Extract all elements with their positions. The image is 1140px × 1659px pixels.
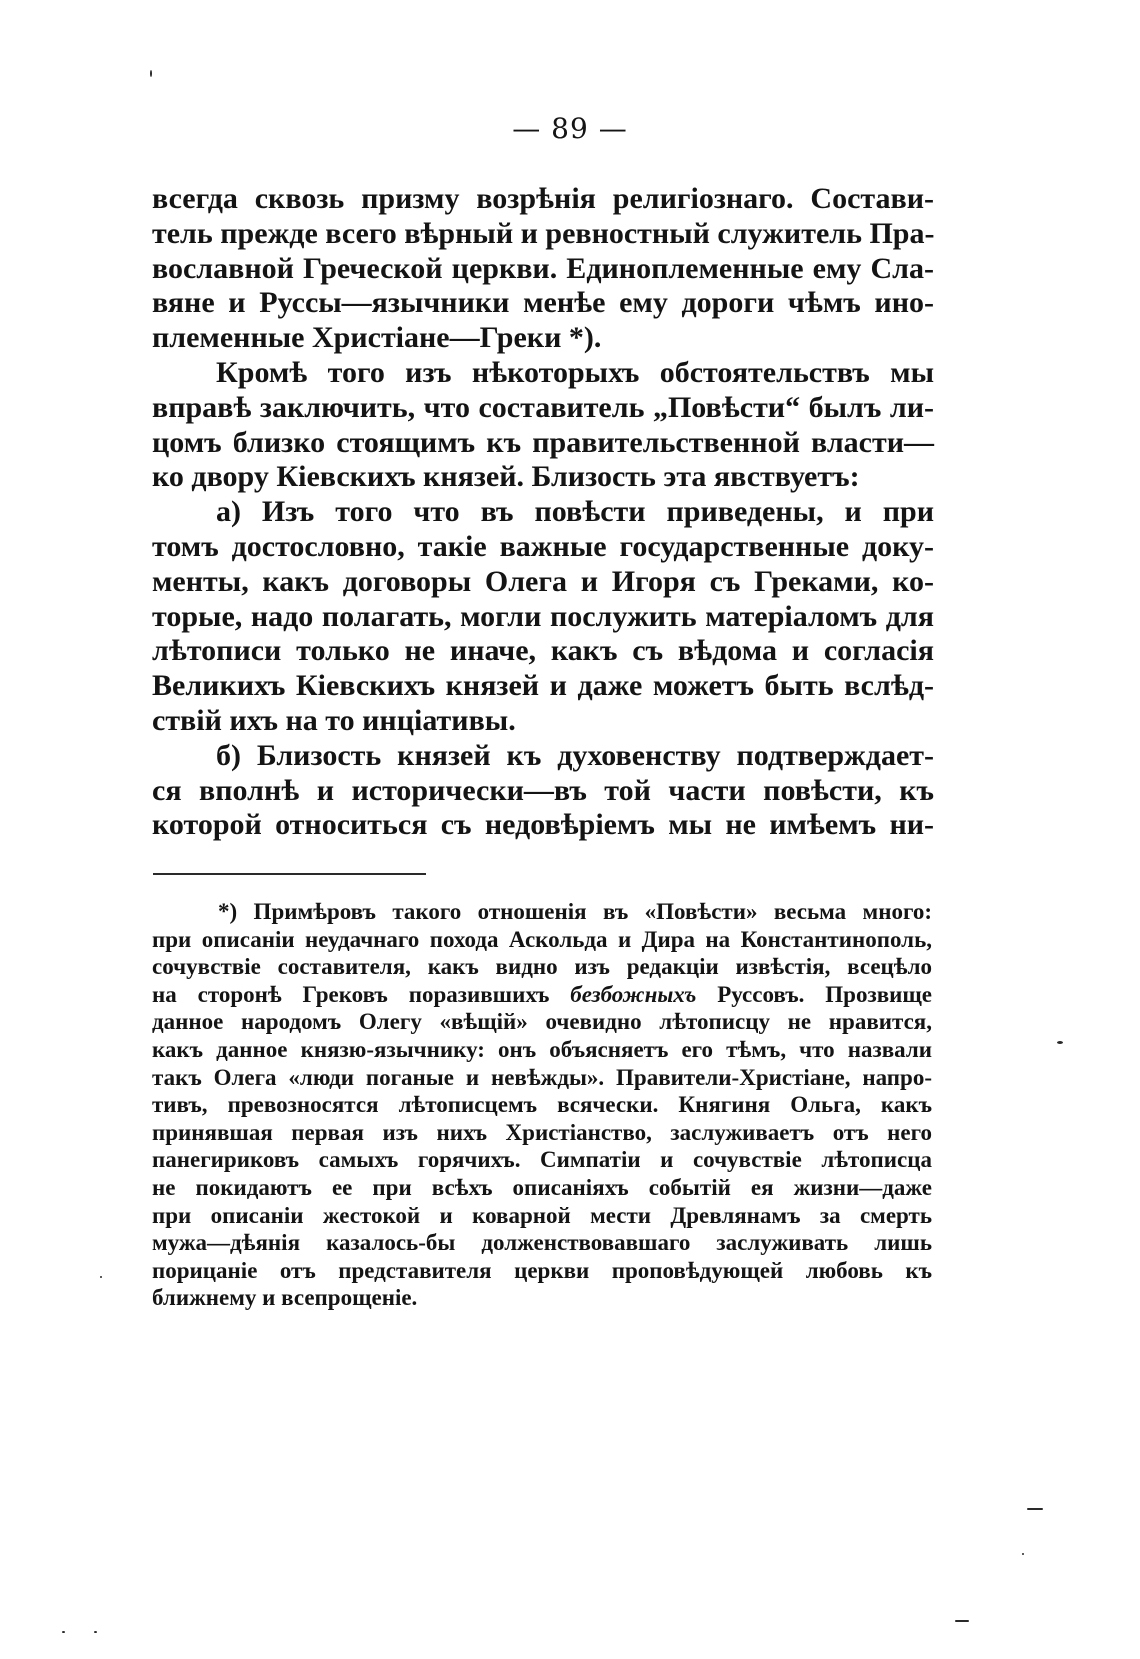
footnote-line: порицаніе отъ представителя церкви проповѣдующей любовь къ: [152, 1257, 932, 1283]
text-line: Кромѣ того изъ нѣкоторыхъ обстоятельствъ мы: [216, 355, 934, 389]
speck: [1022, 1553, 1024, 1555]
speck: [955, 1620, 969, 1622]
footnote-divider: [153, 873, 426, 875]
text-line: цомъ близко стоящимъ къ правительственной власти—: [152, 425, 934, 459]
text-line: ко двору Кіевскихъ князей. Близость эта явствуетъ:: [152, 460, 860, 494]
text-line: вправѣ заключить, что составитель „Повѣсти“ былъ ли-: [152, 390, 934, 424]
text-line: ствій ихъ на то инціативы.: [152, 703, 516, 737]
footnote-line: тивъ, превозносятся лѣтописцемъ всячески. Княгиня Ольга, какъ: [152, 1092, 932, 1118]
text-line: всегда сквозь призму возрѣнія религіознаго. Состави-: [152, 182, 934, 215]
text-line: лѣтописи только не иначе, какъ съ вѣдома и согласія: [152, 634, 934, 668]
text-line: племенные Христіане—Греки *).: [152, 321, 602, 355]
text-line: ся вполнѣ и исторически—въ той части повѣсти, къ: [152, 773, 934, 807]
footnote-line: сочувствіе составителя, какъ видно изъ редакціи извѣстія, всецѣло: [152, 954, 932, 980]
footnote-text: на сторонѣ Грековъ поразившихъ: [152, 981, 550, 1007]
footnote-line: *) Примѣровъ такого отношенія въ «Повѣсти» весьма много:: [218, 899, 932, 924]
footnote-line: не покидаютъ ее при всѣхъ описаніяхъ событій ея жизни—даже: [152, 1174, 932, 1200]
footnote: [152, 898, 932, 1312]
main-text: [152, 182, 934, 843]
speck: [100, 1276, 102, 1278]
footnote-line: при описаніи неудачнаго похода Аскольда и Дира на Константинополь,: [152, 926, 932, 952]
footnote-line: данное народомъ Олегу «вѣщій» очевидно лѣтописцу не нравится,: [152, 1009, 932, 1035]
speck: [1057, 1041, 1063, 1044]
speck: [94, 1631, 97, 1633]
speck: [150, 70, 152, 77]
footnote-line: [152, 981, 932, 1009]
text-line: Великихъ Кіевскихъ князей и даже можетъ быть вслѣд-: [152, 669, 934, 703]
text-line: торые, надо полагать, могли послужить матеріаломъ для: [152, 599, 934, 633]
footnote-line: ближнему и всепрощеніе.: [152, 1285, 418, 1311]
footnote-emphasis: безбожныхъ: [570, 981, 697, 1007]
footnote-text: Руссовъ. Прозвище: [717, 981, 932, 1007]
text-line: вяне и Руссы—язычники менѣе ему дороги чѣмъ ино-: [152, 286, 934, 320]
speck: [1027, 1508, 1043, 1510]
text-line: тель прежде всего вѣрный и ревностный служитель Пра-: [152, 216, 935, 250]
page-number: — 89 —: [512, 112, 628, 145]
text-line: менты, какъ договоры Олега и Игоря съ Греками, ко-: [152, 564, 934, 598]
footnote-line: какъ данное князю-язычнику: онъ объясняетъ его тѣмъ, что назвали: [152, 1036, 932, 1062]
text-line: б) Близость князей къ духовенству подтверждает-: [216, 738, 934, 772]
text-line: вославной Греческой церкви. Единоплеменные ему Сла-: [152, 251, 934, 285]
footnote-line: мужа—дѣянія казалось-бы долженствовавшаго заслуживать лишь: [152, 1230, 932, 1256]
footnote-line: такъ Олега «люди поганые и невѣжды». Правители-Христіане, напро-: [152, 1064, 932, 1090]
text-line: томъ достословно, такіе важные государственные доку-: [152, 529, 934, 563]
speck: [62, 1631, 65, 1633]
footnote-line: панегириковъ самыхъ горячихъ. Симпатіи и сочувствіе лѣтописца: [152, 1147, 932, 1173]
text-line: которой относиться съ недовѣріемъ мы не имѣемъ ни-: [152, 808, 934, 842]
text-line: а) Изъ того что въ повѣсти приведены, и при: [216, 495, 934, 529]
footnote-line: при описаніи жестокой и коварной мести Древлянамъ за смерть: [152, 1202, 932, 1228]
footnote-line: принявшая первая изъ нихъ Христіанство, заслуживаетъ отъ него: [152, 1119, 932, 1145]
